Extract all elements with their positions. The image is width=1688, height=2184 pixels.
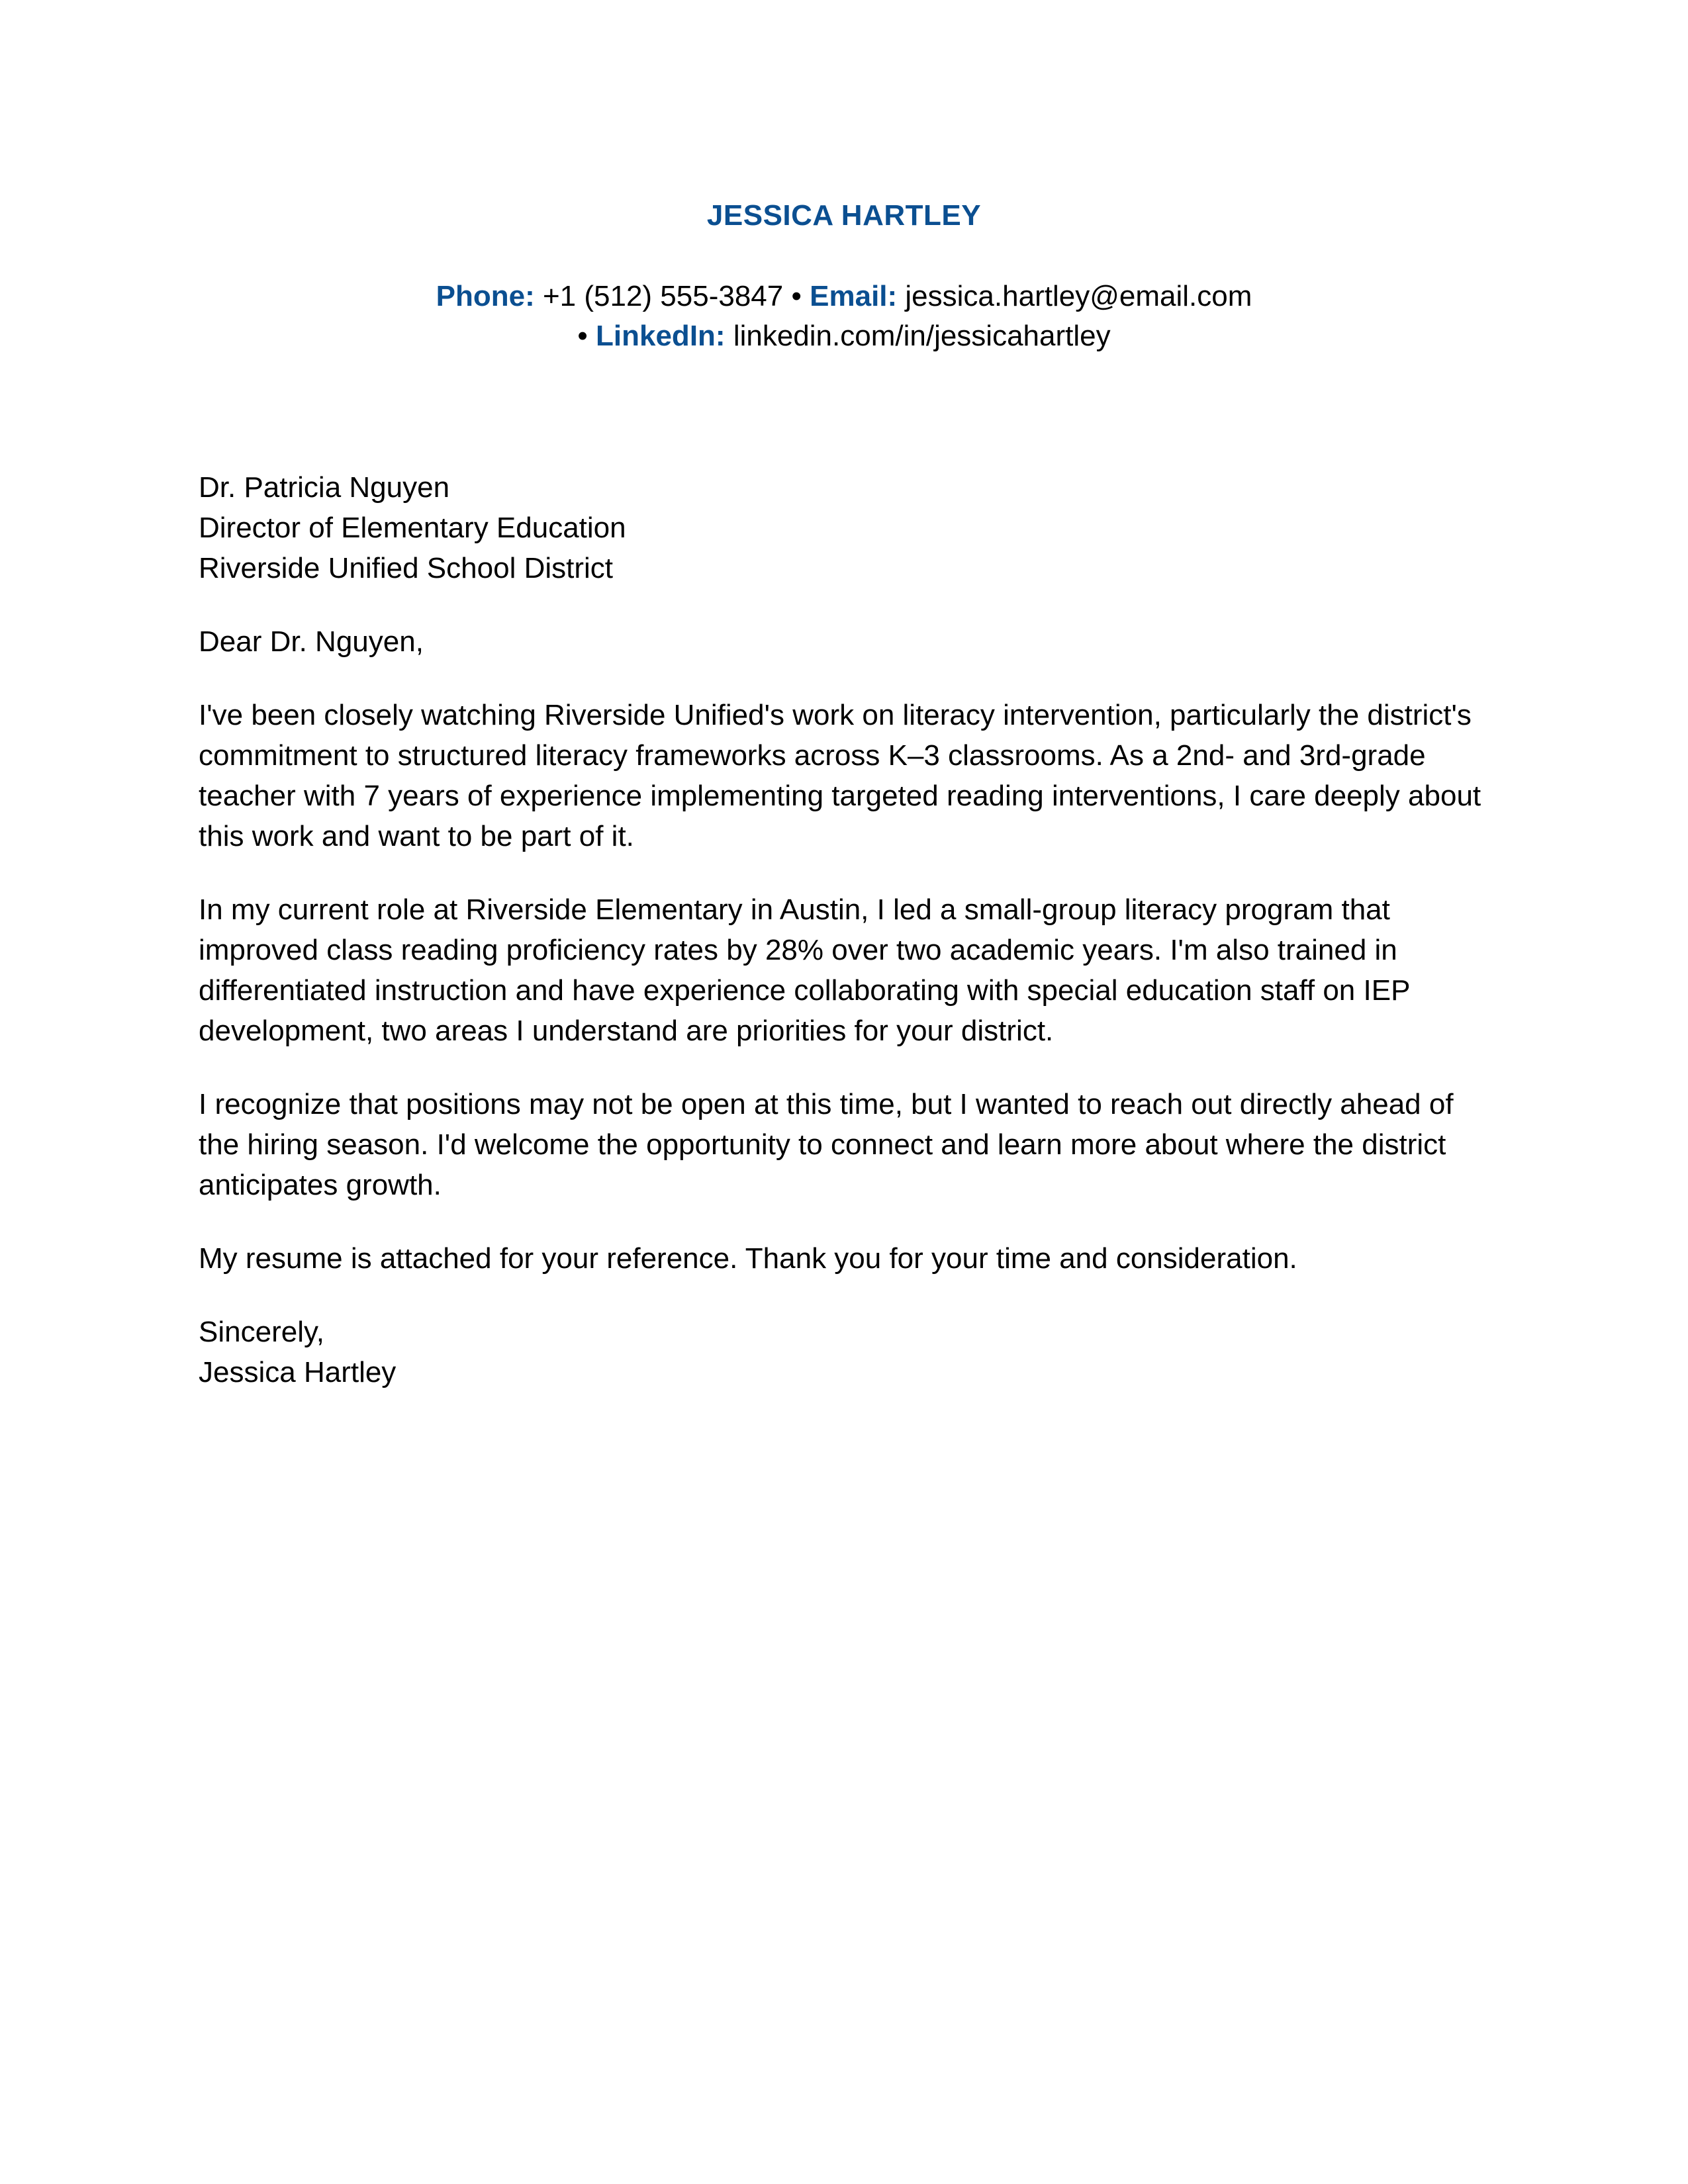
recipient-organization: Riverside Unified School District	[199, 552, 613, 584]
recipient-title: Director of Elementary Education	[199, 512, 626, 544]
recipient-name: Dr. Patricia Nguyen	[199, 471, 450, 504]
body-paragraph: I've been closely watching Riverside Unified's work on literacy intervention, particularly the district's commitment to structured literacy frameworks across K–3 classrooms. As a 2nd- and 3rd-grade teacher with 7 years of experience implementing targeted reading interventions, I care deeply about this work and want to be part of it.	[199, 699, 1481, 852]
separator: •	[577, 320, 588, 352]
signature: Jessica Hartley	[199, 1356, 397, 1388]
body-paragraph: In my current role at Riverside Elementary in Austin, I led a small-group literacy program that improved class reading proficiency rates by 28% over two academic years. I'm also trained in differentiated instruction and have experience collaborating with special education staff on IEP development, two areas I understand are priorities for your district.	[199, 893, 1410, 1047]
linkedin-value: linkedin.com/in/jessicahartley	[733, 320, 1111, 352]
contact-info	[199, 277, 1489, 356]
email-label: Email:	[810, 280, 898, 312]
phone-label: Phone:	[436, 280, 535, 312]
body-paragraph: My resume is attached for your reference. Thank you for your time and consideration.	[199, 1242, 1297, 1275]
letter-body	[199, 467, 1489, 1392]
email-value: jessica.hartley@email.com	[905, 280, 1252, 312]
salutation: Dear Dr. Nguyen,	[199, 625, 424, 658]
letter-header	[199, 199, 1489, 356]
body-paragraph: I recognize that positions may not be open at this time, but I wanted to reach out directly ahead of the hiring season. I'd welcome the opportunity to connect and learn more about where the district anticipates growth.	[199, 1088, 1454, 1201]
linkedin-label: LinkedIn:	[596, 320, 726, 352]
phone-value: +1 (512) 555-3847	[542, 280, 784, 312]
sender-name: JESSICA HARTLEY	[706, 199, 982, 232]
closing: Sincerely,	[199, 1316, 324, 1348]
separator: •	[791, 280, 802, 312]
recipient-block	[199, 467, 1489, 588]
signoff-block	[199, 1312, 1489, 1392]
